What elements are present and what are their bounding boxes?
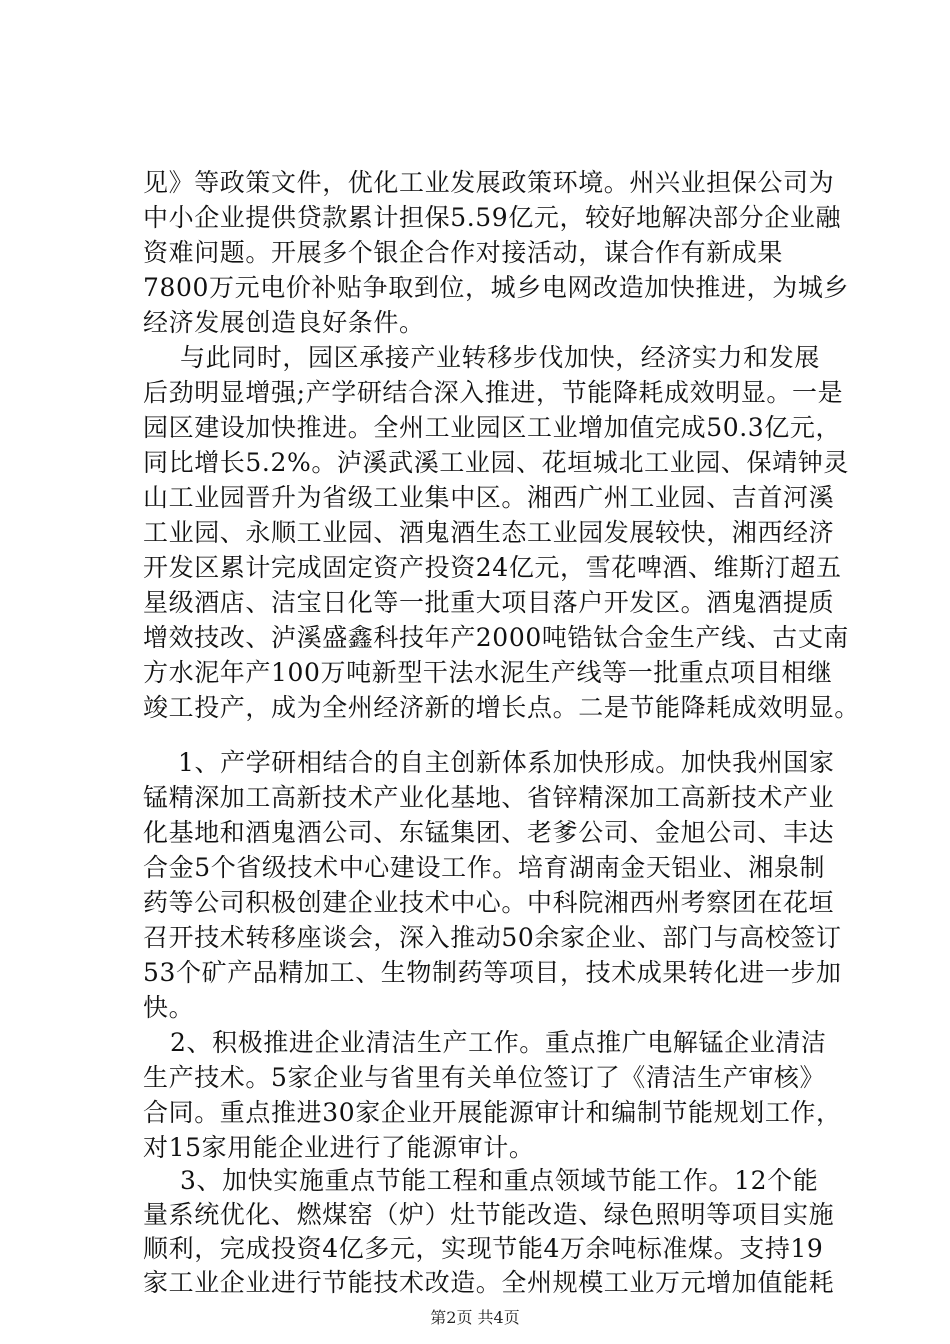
- text-line: 1、产学研相结合的自主创新体系加快形成。加快我州国家: [178, 748, 835, 777]
- text-line: 生产技术。5家企业与省里有关单位签订了《清洁生产审核》: [143, 1063, 826, 1092]
- text-line: 后劲明显增强;产学研结合深入推进，节能降耗成效明显。一是: [143, 378, 844, 407]
- text-line: 锰精深加工高新技术产业化基地、省锌精深加工高新技术产业: [143, 783, 835, 812]
- text-line: 星级酒店、洁宝日化等一批重大项目落户开发区。酒鬼酒提质: [143, 588, 835, 617]
- text-line: 与此同时，园区承接产业转移步伐加快，经济实力和发展: [180, 343, 821, 372]
- text-line: 见》等政策文件，优化工业发展政策环境。州兴业担保公司为: [143, 168, 835, 197]
- text-line: 方水泥年产100万吨新型干法水泥生产线等一批重点项目相继: [143, 658, 833, 687]
- text-line: 对15家用能企业进行了能源审计。: [143, 1133, 535, 1162]
- text-line: 园区建设加快推进。全州工业园区工业增加值完成50.3亿元，: [143, 413, 842, 442]
- page-number: 第2页 共4页: [430, 1308, 520, 1327]
- text-line: 家工业企业进行节能技术改造。全州规模工业万元增加值能耗: [143, 1268, 835, 1297]
- text-line: 化基地和酒鬼酒公司、东锰集团、老爹公司、金旭公司、丰达: [143, 818, 835, 847]
- text-line: 同比增长5.2%。泸溪武溪工业园、花垣城北工业园、保靖钟灵: [143, 448, 849, 477]
- text-line: 中小企业提供贷款累计担保5.59亿元，较好地解决部分企业融: [143, 203, 842, 232]
- text-line: 开发区累计完成固定资产投资24亿元，雪花啤酒、维斯汀超五: [143, 553, 842, 582]
- text-line: 合金5个省级技术中心建设工作。培育湖南金天铝业、湘泉制: [143, 853, 826, 882]
- text-line: 经济发展创造良好条件。: [143, 308, 425, 337]
- text-line: 快。: [143, 993, 195, 1022]
- text-line: 工业园、永顺工业园、酒鬼酒生态工业园发展较快，湘西经济: [143, 518, 835, 547]
- text-line: 资难问题。开展多个银企合作对接活动，谋合作有新成果: [143, 238, 784, 267]
- text-line: 合同。重点推进30家企业开展能源审计和编制节能规划工作，: [143, 1098, 842, 1127]
- text-line: 山工业园晋升为省级工业集中区。湘西广州工业园、吉首河溪: [143, 483, 835, 512]
- text-line: 顺利，完成投资4亿多元，实现节能4万余吨标准煤。支持19: [143, 1234, 824, 1263]
- text-line: 量系统优化、燃煤窑（炉）灶节能改造、绿色照明等项目实施: [143, 1200, 835, 1229]
- text-line: 2、积极推进企业清洁生产工作。重点推广电解锰企业清洁: [170, 1028, 827, 1057]
- text-line: 竣工投产，成为全州经济新的增长点。二是节能降耗成效明显。: [143, 693, 860, 722]
- text-line: 增效技改、泸溪盛鑫科技年产2000吨锆钛合金生产线、古丈南: [143, 623, 850, 652]
- text-line: 药等公司积极创建企业技术中心。中科院湘西州考察团在花垣: [143, 888, 835, 917]
- text-line: 3、加快实施重点节能工程和重点领域节能工作。12个能: [180, 1166, 819, 1195]
- text-line: 7800万元电价补贴争取到位，城乡电网改造加快推进，为城乡: [143, 273, 850, 302]
- text-line: 53个矿产品精加工、生物制药等项目，技术成果转化进一步加: [143, 958, 842, 987]
- text-line: 召开技术转移座谈会，深入推动50余家企业、部门与高校签订: [143, 923, 842, 952]
